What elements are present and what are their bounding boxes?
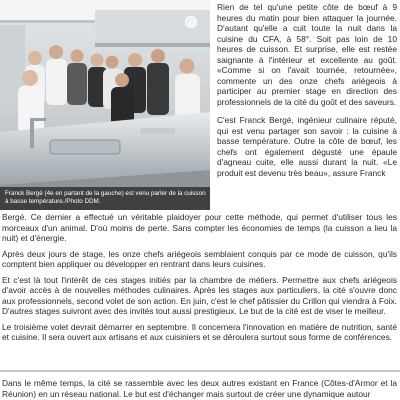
article-photo bbox=[0, 0, 210, 210]
photo-caption: Franck Bergé (4e en partant de la gauche) est venu parler de la cuisson à basse température./Photo DDM. bbox=[0, 187, 210, 210]
paragraph: C'est Franck Bergé, ingénieur culinaire réputé, qui est venu partager son savoir : la cuisine à basse température. Outre la côte de bœuf, les chefs ont également dégusté une épaule d'agneau cuite, elle aussi durant la nuit. «Le produit est devenu très beau», assure Franck bbox=[217, 115, 397, 178]
article-column-text bbox=[217, 2, 397, 181]
paragraph: Après deux jours de stage, les onze chefs ariégeois semblaient conquis par ce mode de cuisson, qu'ils comptent bien appliquer ou développer en rentrant dans leurs cuisines. bbox=[2, 248, 397, 269]
paragraph: Le troisième volet devrait démarrer en septembre. Il concernera l'innovation en matière de nutrition, santé et cuisine. Il sera ouvert aux artisans et aux cuisiniers et se déroulera surtout sous forme de conférences. bbox=[2, 321, 397, 342]
article-continuation-text bbox=[2, 378, 397, 399]
kitchen-photo-illustration bbox=[0, 0, 210, 210]
zoom-button[interactable] bbox=[185, 16, 197, 28]
section-divider bbox=[0, 370, 400, 372]
article-body-text bbox=[2, 212, 397, 348]
paragraph: Rien de tel qu'une petite côte de bœuf à 9 heures du matin pour bien attaquer la journée. D'autant qu'elle a cuit toute la nuit dans la cuisine du CFA, à 58°. Soit pas loin de 10 heures de cuisson. Et surprise, elle est restée saignante à l'intérieur et excellente au goût. «Comme si on l'avait tournée, retournée», commente un des onze chefs ariégeois à participer au premier stage en direction des professionnels de la cité du goût et des saveurs. bbox=[217, 2, 397, 107]
paragraph: Et c'est là tout l'intérêt de ces stages initiés par la chambre de métiers. Permettre aux chefs ariégeois d'avoir accès à de nouvelles méthodes culinaires. Après les stages aux particuliers, la cité s'ouvre donc aux professionnels, second volet de son action. En juin, c'est le chef pâtissier du Crillon qui viendra à Foix. D'autres stages suivront avec des invités tout aussi prestigieux. Le but de la cité est de viser le meilleur. bbox=[2, 274, 397, 316]
paragraph: Bergé. Ce dernier a effectué un véritable plaidoyer pour cette méthode, qui permet d'utiliser tous les morceaux d'un animal. D'où moins de perte. Sans compter les économies de temps (la cuisson a lieu la nuit) et d'énergie. bbox=[2, 212, 397, 243]
paragraph: Dans le même temps, la cité se rassemble avec les deux autres existant en France (Côtes-d'Armor et la Réunion) en un réseau national. Le but est d'échanger mais surtout de créer une dynamique autour bbox=[2, 378, 397, 399]
